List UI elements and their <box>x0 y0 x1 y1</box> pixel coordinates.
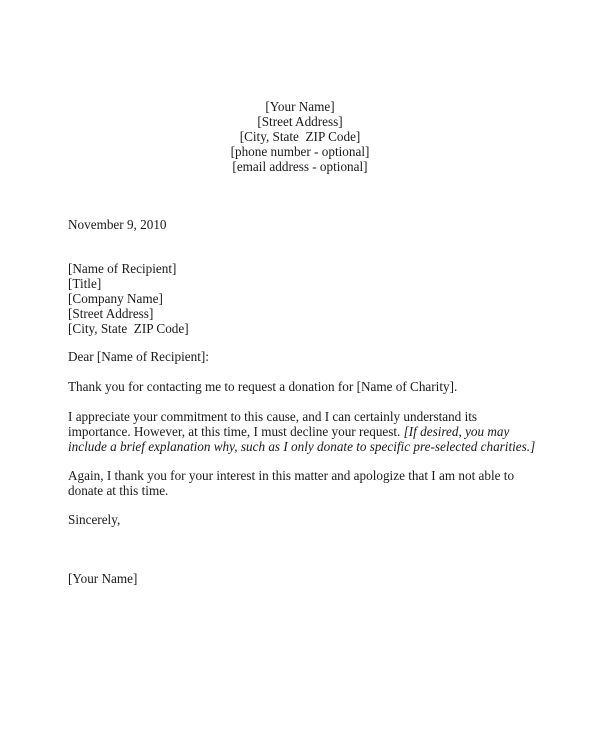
letter-date: November 9, 2010 <box>68 217 167 232</box>
closing: Sincerely, <box>68 512 121 527</box>
paragraph-3-line-1: Again, I thank you for your interest in this matter and apologize that I am not able to <box>68 468 515 483</box>
recipient-address-block <box>68 261 189 336</box>
sender-phone: [phone number - optional] <box>230 144 370 159</box>
recipient-street: [Street Address] <box>68 306 154 321</box>
sender-email: [email address - optional] <box>232 159 368 174</box>
paragraph-1-text: Thank you for contacting me to request a donation for [Name of Charity]. <box>68 379 458 394</box>
optional-note-continued: include a brief explanation why, such as I only donate to specific pre-selected charities.] <box>68 439 536 454</box>
sender-name: [Your Name] <box>265 99 335 114</box>
recipient-city-state-zip: [City, State ZIP Code] <box>68 321 189 336</box>
recipient-name: [Name of Recipient] <box>68 261 177 276</box>
paragraph-3-line-2: donate at this time. <box>68 483 169 498</box>
sender-address-block <box>0 99 600 174</box>
sender-city-state-zip: [City, State ZIP Code] <box>239 129 361 144</box>
body-paragraph-3 <box>68 468 538 498</box>
body-paragraph-1 <box>68 379 538 394</box>
paragraph-2-line-2 <box>68 424 538 439</box>
paragraph-2-line-2-text: importance. However, at this time, I must decline your request. <box>68 424 404 439</box>
optional-note-start: [If desired, you may <box>403 424 510 439</box>
signature-name: [Your Name] <box>68 571 138 586</box>
salutation: Dear [Name of Recipient]: <box>68 349 209 364</box>
recipient-company: [Company Name] <box>68 291 163 306</box>
body-paragraph-2 <box>68 409 538 454</box>
recipient-title: [Title] <box>68 276 102 291</box>
paragraph-2-line-1: I appreciate your commitment to this cause, and I can certainly understand its <box>68 409 478 424</box>
sender-street: [Street Address] <box>257 114 343 129</box>
